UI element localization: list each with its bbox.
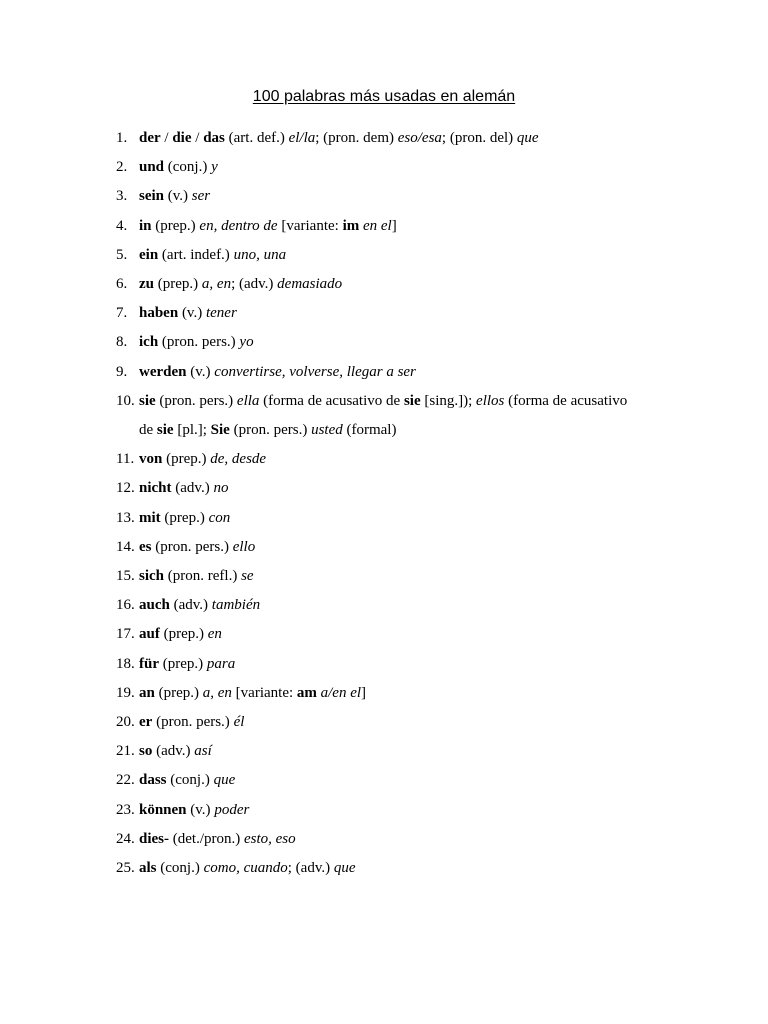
grammar-note: (art. indef.) — [158, 246, 234, 263]
grammar-note: ] — [391, 217, 397, 234]
spanish-translation: así — [194, 743, 212, 760]
grammar-note: (adv.) — [171, 480, 214, 497]
grammar-note: (conj.) — [166, 772, 214, 789]
list-item-number: 13. — [116, 509, 135, 526]
list-item — [0, 650, 768, 679]
german-word: können — [139, 801, 187, 818]
german-word: in — [139, 217, 152, 234]
list-item-number: 17. — [116, 626, 135, 643]
list-item — [0, 241, 768, 270]
list-item — [0, 533, 768, 562]
grammar-note: (det./pron.) — [169, 830, 244, 847]
grammar-note: (v.) — [178, 305, 206, 322]
german-word: haben — [139, 305, 179, 322]
grammar-note: (pron. refl.) — [164, 568, 242, 585]
german-word: werden — [139, 363, 187, 380]
german-word: er — [139, 714, 153, 731]
list-item-number: 3. — [116, 188, 128, 205]
list-item — [0, 328, 768, 357]
german-word: sein — [139, 188, 165, 205]
spanish-translation: a/en el — [320, 684, 362, 701]
spanish-translation: para — [206, 655, 236, 672]
spanish-translation: convertirse, volverse, llegar a ser — [214, 363, 416, 380]
spanish-translation: con — [208, 509, 231, 526]
list-item-number: 9. — [116, 363, 128, 380]
grammar-note: (pron. pers.) — [158, 334, 240, 351]
german-word: der — [139, 130, 161, 146]
list-item — [0, 854, 768, 883]
german-word: am — [296, 684, 317, 701]
spanish-translation: en el — [362, 217, 392, 234]
german-word: sie — [403, 392, 421, 409]
german-word: so — [139, 743, 153, 760]
list-item — [0, 708, 768, 737]
german-word: als — [139, 860, 157, 877]
grammar-note: (prep.) — [159, 626, 208, 643]
list-item-number: 12. — [116, 480, 135, 497]
list-item-number: 8. — [116, 334, 128, 351]
grammar-note: (forma de acusativo de — [139, 392, 628, 439]
spanish-translation: ella — [236, 392, 260, 409]
grammar-note: (conj.) — [164, 159, 212, 176]
grammar-note: (v.) — [164, 188, 192, 205]
spanish-translation: que — [516, 130, 539, 146]
list-item-number: 21. — [116, 743, 135, 760]
spanish-translation: se — [241, 568, 254, 585]
grammar-note: (pron. pers.) — [229, 422, 312, 439]
grammar-note: ; (adv.) — [287, 860, 334, 877]
list-item-number: 22. — [116, 772, 135, 789]
grammar-note: (conj.) — [156, 860, 204, 877]
grammar-note: ] — [361, 684, 367, 701]
list-item — [0, 124, 768, 153]
german-word: nicht — [139, 480, 172, 497]
german-word: ein — [139, 246, 159, 263]
spanish-translation: no — [213, 480, 229, 497]
grammar-note: [sing.]); — [420, 392, 477, 409]
page-title: 100 palabras más usadas en alemán — [252, 88, 516, 105]
german-word: Sie — [210, 422, 230, 439]
list-item-number: 18. — [116, 655, 135, 672]
spanish-translation: ser — [191, 188, 211, 205]
grammar-note: (art. def.) — [224, 130, 289, 146]
spanish-translation: ellos — [476, 392, 505, 409]
word-list — [0, 124, 768, 883]
grammar-note: / — [191, 130, 204, 146]
grammar-note: (adv.) — [169, 597, 212, 614]
list-item — [0, 504, 768, 533]
list-item — [0, 358, 768, 387]
grammar-note: / — [160, 130, 173, 146]
list-item — [0, 474, 768, 503]
spanish-translation: eso/esa — [397, 130, 442, 146]
spanish-translation: y — [211, 159, 218, 176]
list-item — [0, 620, 768, 649]
german-word: mit — [139, 509, 161, 526]
german-word: von — [139, 451, 163, 468]
spanish-translation: a, en — [201, 276, 232, 293]
grammar-note: (prep.) — [154, 276, 202, 293]
grammar-note: (pron. pers.) — [155, 392, 237, 409]
grammar-note: ; (pron. del) — [441, 130, 517, 146]
grammar-note: ; (adv.) — [231, 276, 278, 293]
german-word: ich — [139, 334, 159, 351]
list-item-number: 16. — [116, 597, 135, 614]
german-word: und — [139, 159, 165, 176]
list-item-number: 19. — [116, 684, 135, 701]
grammar-note: [variante: — [231, 684, 297, 701]
list-item-number: 11. — [116, 451, 135, 468]
list-item-number: 23. — [116, 801, 135, 818]
spanish-translation: de, desde — [210, 451, 267, 468]
list-item — [0, 679, 768, 708]
german-word: auch — [139, 597, 170, 614]
list-item — [0, 562, 768, 591]
list-item-number: 20. — [116, 714, 135, 731]
german-word: im — [342, 217, 360, 234]
list-item-number: 6. — [116, 276, 128, 293]
list-item-number: 14. — [116, 538, 135, 555]
spanish-translation: que — [213, 772, 236, 789]
grammar-note: (prep.) — [151, 217, 200, 234]
spanish-translation: el/la — [288, 130, 316, 146]
list-item — [0, 737, 768, 766]
spanish-translation: en — [207, 626, 222, 643]
spanish-translation: ello — [232, 538, 256, 555]
grammar-note: ; (pron. dem) — [315, 130, 398, 146]
spanish-translation: que — [333, 860, 356, 877]
grammar-note: (prep.) — [162, 451, 211, 468]
grammar-note: (prep.) — [160, 509, 209, 526]
german-word: zu — [139, 276, 154, 293]
spanish-translation: poder — [214, 801, 250, 818]
spanish-translation: también — [211, 597, 261, 614]
list-item — [0, 766, 768, 795]
spanish-translation: usted — [311, 422, 343, 439]
list-item — [0, 796, 768, 825]
german-word: dass — [139, 772, 167, 789]
list-item-number: 24. — [116, 830, 135, 847]
german-word: an — [139, 684, 155, 701]
grammar-note: (pron. pers.) — [152, 714, 234, 731]
spanish-translation: a, en — [202, 684, 232, 701]
list-item — [0, 153, 768, 182]
list-item-number: 1. — [116, 130, 128, 146]
german-word: sich — [139, 568, 165, 585]
list-item — [0, 387, 768, 445]
grammar-note: (forma de acusativo de — [259, 392, 404, 409]
spanish-translation: esto, eso — [243, 830, 296, 847]
german-word: die — [172, 130, 192, 146]
list-item-number: 10. — [116, 392, 135, 409]
spanish-translation: uno, una — [233, 246, 287, 263]
german-word: sie — [139, 392, 156, 409]
grammar-note: (pron. pers.) — [151, 538, 233, 555]
grammar-note: [variante: — [277, 217, 343, 234]
spanish-translation: él — [233, 714, 245, 731]
german-word: für — [139, 655, 159, 672]
list-item — [0, 270, 768, 299]
spanish-translation: tener — [205, 305, 237, 322]
list-item — [0, 591, 768, 620]
german-word: dies- — [139, 830, 169, 847]
german-word: sie — [156, 422, 174, 439]
spanish-translation: demasiado — [277, 276, 343, 293]
list-item-number: 5. — [116, 246, 128, 263]
grammar-note: (formal) — [342, 422, 397, 439]
list-item-number: 4. — [116, 217, 128, 234]
list-item-number: 15. — [116, 568, 135, 585]
grammar-note: (adv.) — [152, 743, 195, 760]
grammar-note: [pl.]; — [173, 422, 211, 439]
list-item-number: 25. — [116, 860, 135, 877]
spanish-translation: como, cuando — [203, 860, 288, 877]
german-word: auf — [139, 626, 160, 643]
list-item — [0, 445, 768, 474]
grammar-note: (prep.) — [154, 684, 203, 701]
list-item — [0, 825, 768, 854]
list-item — [0, 182, 768, 211]
list-item-number: 7. — [116, 305, 128, 322]
grammar-note: (prep.) — [159, 655, 207, 672]
grammar-note: (v.) — [186, 363, 215, 380]
german-word: das — [203, 130, 225, 146]
list-item — [0, 212, 768, 241]
list-item-number: 2. — [116, 159, 128, 176]
spanish-translation: en, dentro de — [199, 217, 278, 234]
spanish-translation: yo — [239, 334, 254, 351]
german-word: es — [139, 538, 152, 555]
list-item — [0, 299, 768, 328]
grammar-note: (v.) — [186, 801, 215, 818]
